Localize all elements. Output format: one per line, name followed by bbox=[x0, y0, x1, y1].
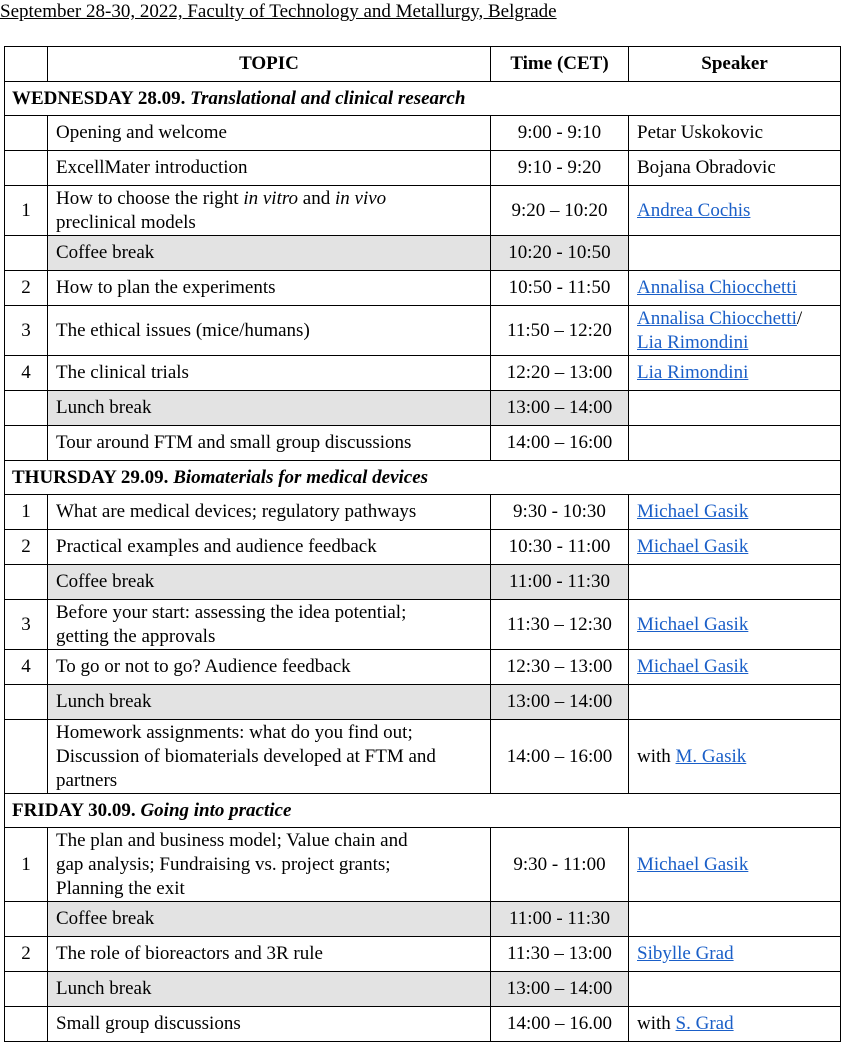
break-label: Lunch break bbox=[48, 685, 491, 720]
session-time: 13:00 – 14:00 bbox=[491, 972, 629, 1007]
break-row bbox=[5, 565, 841, 600]
session-time: 11:50 – 12:20 bbox=[491, 306, 629, 356]
column-header-row bbox=[5, 47, 841, 82]
col-speaker-header: Speaker bbox=[629, 47, 841, 82]
session-speaker bbox=[629, 1007, 841, 1042]
session-time: 10:30 - 11:00 bbox=[491, 530, 629, 565]
session-row bbox=[5, 530, 841, 565]
session-speaker bbox=[629, 565, 841, 600]
topic-text: and bbox=[298, 187, 335, 209]
speaker-link[interactable]: Michael Gasik bbox=[637, 613, 749, 635]
session-topic: Opening and welcome bbox=[48, 116, 491, 151]
session-row bbox=[5, 426, 841, 461]
session-number bbox=[5, 720, 48, 794]
session-speaker bbox=[629, 426, 841, 461]
session-number: 3 bbox=[5, 306, 48, 356]
session-topic: How to plan the experiments bbox=[48, 271, 491, 306]
break-label: Coffee break bbox=[48, 236, 491, 271]
topic-text: getting the approvals bbox=[56, 625, 216, 647]
session-speaker bbox=[629, 937, 841, 972]
speaker-prefix: with bbox=[637, 1013, 676, 1034]
session-speaker bbox=[629, 391, 841, 426]
session-speaker bbox=[629, 902, 841, 937]
session-time: 11:00 - 11:30 bbox=[491, 565, 629, 600]
session-time: 9:00 - 9:10 bbox=[491, 116, 629, 151]
topic-text: gap analysis; Fundraising vs. project grants; bbox=[56, 853, 391, 875]
session-time: 14:00 – 16.00 bbox=[491, 1007, 629, 1042]
session-topic bbox=[48, 186, 491, 236]
day-theme: Going into practice bbox=[140, 799, 292, 821]
day-heading bbox=[5, 461, 841, 495]
session-number bbox=[5, 151, 48, 186]
speaker-link[interactable]: S. Grad bbox=[675, 1013, 734, 1034]
topic-emphasis: in vitro bbox=[243, 187, 299, 209]
session-time: 13:00 – 14:00 bbox=[491, 391, 629, 426]
session-number bbox=[5, 236, 48, 271]
session-row bbox=[5, 116, 841, 151]
col-time-header: Time (CET) bbox=[491, 47, 629, 82]
session-speaker bbox=[629, 600, 841, 650]
session-speaker bbox=[629, 650, 841, 685]
topic-text: preclinical models bbox=[56, 211, 196, 233]
topic-text: Homework assignments: what do you find out; bbox=[56, 721, 413, 743]
speaker-link[interactable]: Sibylle Grad bbox=[637, 943, 734, 964]
topic-text: The plan and business model; Value chain and bbox=[56, 829, 408, 851]
session-row bbox=[5, 828, 841, 902]
session-time: 14:00 – 16:00 bbox=[491, 720, 629, 794]
break-label: Coffee break bbox=[48, 565, 491, 600]
session-number bbox=[5, 902, 48, 937]
session-number: 1 bbox=[5, 495, 48, 530]
speaker-link[interactable]: Annalisa Chiocchetti bbox=[637, 307, 797, 329]
session-time: 9:30 - 11:00 bbox=[491, 828, 629, 902]
session-number bbox=[5, 116, 48, 151]
session-topic: Small group discussions bbox=[48, 1007, 491, 1042]
session-number bbox=[5, 1007, 48, 1042]
session-speaker bbox=[629, 972, 841, 1007]
topic-text: Before your start: assessing the idea potential; bbox=[56, 601, 407, 623]
session-number: 4 bbox=[5, 650, 48, 685]
day-theme: Biomaterials for medical devices bbox=[173, 466, 429, 488]
session-row bbox=[5, 151, 841, 186]
session-speaker bbox=[629, 236, 841, 271]
topic-text: Planning the exit bbox=[56, 877, 185, 899]
session-row bbox=[5, 1007, 841, 1042]
session-number: 3 bbox=[5, 600, 48, 650]
speaker-link[interactable]: Michael Gasik bbox=[637, 536, 749, 557]
session-time: 9:30 - 10:30 bbox=[491, 495, 629, 530]
session-number bbox=[5, 391, 48, 426]
speaker-link[interactable]: Annalisa Chiocchetti bbox=[637, 277, 797, 298]
session-topic bbox=[48, 600, 491, 650]
session-time: 11:00 - 11:30 bbox=[491, 902, 629, 937]
session-row bbox=[5, 937, 841, 972]
session-number: 2 bbox=[5, 530, 48, 565]
event-header: September 28-30, 2022, Faculty of Technology and Metallurgy, Belgrade bbox=[0, 1, 557, 22]
speaker-link[interactable]: M. Gasik bbox=[675, 745, 747, 767]
session-number bbox=[5, 565, 48, 600]
schedule-table bbox=[4, 46, 841, 1042]
session-topic: To go or not to go? Audience feedback bbox=[48, 650, 491, 685]
break-row bbox=[5, 391, 841, 426]
speaker-link[interactable]: Michael Gasik bbox=[637, 853, 749, 875]
session-number: 1 bbox=[5, 186, 48, 236]
session-time: 13:00 – 14:00 bbox=[491, 685, 629, 720]
break-row bbox=[5, 685, 841, 720]
session-row bbox=[5, 356, 841, 391]
session-time: 11:30 – 13:00 bbox=[491, 937, 629, 972]
session-number bbox=[5, 426, 48, 461]
day-title: WEDNESDAY 28.09. bbox=[12, 87, 186, 109]
session-speaker bbox=[629, 685, 841, 720]
session-topic bbox=[48, 720, 491, 794]
session-time: 14:00 – 16:00 bbox=[491, 426, 629, 461]
session-time: 12:20 – 13:00 bbox=[491, 356, 629, 391]
day-heading bbox=[5, 82, 841, 116]
session-time: 12:30 – 13:00 bbox=[491, 650, 629, 685]
break-label: Lunch break bbox=[48, 391, 491, 426]
speaker-link[interactable]: Michael Gasik bbox=[637, 656, 749, 677]
break-row bbox=[5, 902, 841, 937]
topic-emphasis: in vivo bbox=[334, 187, 387, 209]
break-row bbox=[5, 972, 841, 1007]
session-row bbox=[5, 720, 841, 794]
speaker-link[interactable]: Lia Rimondini bbox=[637, 331, 749, 353]
session-number: 4 bbox=[5, 356, 48, 391]
session-time: 9:20 – 10:20 bbox=[491, 186, 629, 236]
day-header-friday bbox=[5, 794, 841, 828]
session-number bbox=[5, 685, 48, 720]
topic-text: How to choose the right bbox=[56, 187, 244, 209]
session-speaker: Bojana Obradovic bbox=[629, 151, 841, 186]
col-topic-header: TOPIC bbox=[48, 47, 491, 82]
speaker-link[interactable]: Lia Rimondini bbox=[637, 362, 749, 383]
session-topic: The clinical trials bbox=[48, 356, 491, 391]
day-header-wednesday bbox=[5, 82, 841, 116]
session-topic: Tour around FTM and small group discussions bbox=[48, 426, 491, 461]
break-label: Lunch break bbox=[48, 972, 491, 1007]
speaker-link[interactable]: Michael Gasik bbox=[637, 501, 749, 522]
session-time: 10:50 - 11:50 bbox=[491, 271, 629, 306]
session-row bbox=[5, 650, 841, 685]
session-row bbox=[5, 306, 841, 356]
session-topic: Practical examples and audience feedback bbox=[48, 530, 491, 565]
speaker-separator: / bbox=[796, 307, 803, 329]
speaker-prefix: with bbox=[637, 745, 676, 767]
session-time: 11:30 – 12:30 bbox=[491, 600, 629, 650]
session-time: 9:10 - 9:20 bbox=[491, 151, 629, 186]
col-num-header bbox=[5, 47, 48, 82]
session-topic bbox=[48, 828, 491, 902]
day-heading bbox=[5, 794, 841, 828]
session-topic: ExcellMater introduction bbox=[48, 151, 491, 186]
day-header-thursday bbox=[5, 461, 841, 495]
session-speaker: Petar Uskokovic bbox=[629, 116, 841, 151]
session-speaker bbox=[629, 720, 841, 794]
session-number: 1 bbox=[5, 828, 48, 902]
session-speaker bbox=[629, 530, 841, 565]
speaker-link[interactable]: Andrea Cochis bbox=[637, 199, 751, 221]
session-speaker bbox=[629, 306, 841, 356]
session-speaker bbox=[629, 186, 841, 236]
session-topic: The ethical issues (mice/humans) bbox=[48, 306, 491, 356]
session-time: 10:20 - 10:50 bbox=[491, 236, 629, 271]
session-row bbox=[5, 186, 841, 236]
topic-text: partners bbox=[56, 769, 118, 791]
day-title: FRIDAY 30.09. bbox=[12, 799, 136, 821]
session-speaker bbox=[629, 271, 841, 306]
session-number: 2 bbox=[5, 271, 48, 306]
session-row bbox=[5, 271, 841, 306]
session-topic: What are medical devices; regulatory pathways bbox=[48, 495, 491, 530]
day-theme: Translational and clinical research bbox=[190, 87, 466, 109]
session-speaker bbox=[629, 495, 841, 530]
session-row bbox=[5, 600, 841, 650]
session-topic: The role of bioreactors and 3R rule bbox=[48, 937, 491, 972]
break-label: Coffee break bbox=[48, 902, 491, 937]
break-row bbox=[5, 236, 841, 271]
topic-text: Discussion of biomaterials developed at FTM and bbox=[56, 745, 436, 767]
session-number bbox=[5, 972, 48, 1007]
day-title: THURSDAY 29.09. bbox=[12, 466, 169, 488]
session-speaker bbox=[629, 828, 841, 902]
session-speaker bbox=[629, 356, 841, 391]
session-number: 2 bbox=[5, 937, 48, 972]
session-row bbox=[5, 495, 841, 530]
